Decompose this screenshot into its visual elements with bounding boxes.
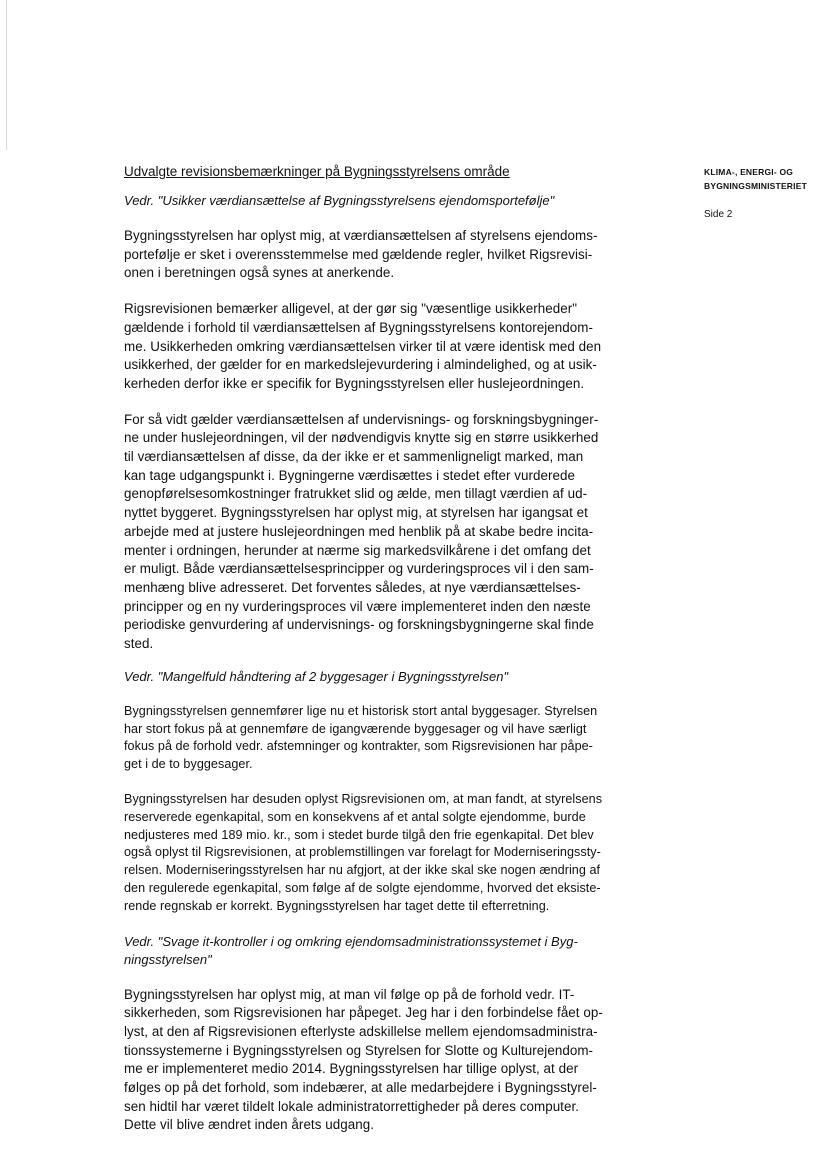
letter-body — [124, 164, 652, 1135]
text-line: sted. — [124, 636, 154, 652]
paragraph — [124, 411, 652, 654]
text-line: kerheden derfor ikke er specifik for Bygningsstyrelsen eller huslejeordningen. — [124, 375, 585, 391]
text-line: lyst, at den af Rigsrevisionen efterlyste adskillelse mellem ejendomsadministra- — [124, 1023, 598, 1039]
text-line: er muligt. Både værdiansættelsesprincipper og vurderingsproces vil i den sam- — [124, 561, 594, 577]
paragraph — [124, 300, 652, 394]
text-line: kan tage udgangspunkt i. Bygningerne værdisættes i stedet efter vurderede — [124, 467, 576, 483]
text-line: har stort fokus på at gennemføre de igangværende byggesager og vil have særligt — [124, 721, 587, 736]
page-number: Side 2 — [704, 209, 733, 220]
text-line: rende regnskab er korrekt. Bygningsstyrelsen har taget dette til efterretning. — [124, 898, 550, 913]
text-line: menter i ordningen, herunder at nærme sig markedsvilkårene i det omfang det — [124, 542, 591, 558]
text-line: me. Usikkerheden omkring værdiansættelsen virker til at være identisk med den — [124, 338, 602, 354]
text-line: For så vidt gælder værdiansættelsen af undervisnings- og forskningsbygninger- — [124, 411, 599, 427]
text-line: Bygningsstyrelsen gennemfører lige nu et historisk stort antal byggesager. Styrelsen — [124, 703, 598, 718]
text-line: usikkerhed, der gælder for en markedslejevurdering i almindelighed, og at usik- — [124, 357, 597, 373]
text-line: Rigsrevisionen bemærker alligevel, at der gør sig "væsentlige usikkerheder" — [124, 301, 578, 317]
text-line: portefølje er sket i overensstemmelse med gældende regler, hvilket Rigsrevisi- — [124, 246, 593, 262]
text-line: Bygningsstyrelsen har oplyst mig, at man vil følge op på de forhold vedr. IT- — [124, 986, 575, 1002]
text-line: arbejde med at justere huslejeordningen med henblik på at skabe bedre incita- — [124, 523, 594, 539]
text-line: menhæng blive adresseret. Det forventes således, at nye værdiansættelses- — [124, 579, 581, 595]
section-heading-continued: ningsstyrelsen" — [124, 951, 212, 967]
text-line: get i de to byggesager. — [124, 757, 253, 772]
text-line: gældende i forhold til værdiansættelsen af Bygningsstyrelsens kontorejendom- — [124, 319, 593, 335]
section-heading: Vedr. "Mangelfuld håndtering af 2 byggesager i Bygningsstyrelsen" — [124, 668, 509, 684]
paragraph — [124, 227, 652, 283]
text-line: sikkerheden, som Rigsrevisionen har påpeget. Jeg har i den forbindelse fået op- — [124, 1005, 603, 1021]
text-line: tionssystemerne i Bygningsstyrelsen og Styrelsen for Slotte og Kulturejendom- — [124, 1042, 594, 1058]
ministry-name — [704, 165, 807, 193]
text-line: ne under huslejeordningen, vil der nødvendigvis knytte sig en større usikkerhed — [124, 430, 599, 446]
paragraph — [124, 703, 652, 774]
text-line: den regulerede egenkapital, som følge af de solgte ejendomme, hvorved det eksiste- — [124, 880, 601, 895]
text-line: periodiske genvurdering af undervisnings- og forskningsbygningerne skal finde — [124, 617, 594, 633]
text-line: genopførelsesomkostninger fratrukket slid og ælde, men tillagt værdien af ud- — [124, 486, 588, 502]
text-line: reserverede egenkapital, som en konsekvens af et antal solgte ejendomme, burde — [124, 809, 586, 824]
text-line: nyttet byggeret. Bygningsstyrelsen har oplyst mig, at styrelsen har igangsat et — [124, 505, 588, 521]
text-line: relsen. Moderniseringsstyrelsen har nu afgjort, at der ikke skal ske nogen ændring af — [124, 863, 601, 878]
text-line: følges op på det forhold, som indebærer, at alle medarbejdere i Bygningsstyrel- — [124, 1080, 597, 1096]
ministry-line-2: BYGNINGSMINISTERIET — [704, 181, 807, 191]
text-line: Dette vil blive ændret inden årets udgang. — [124, 1117, 374, 1133]
paragraph — [124, 986, 652, 1136]
text-line: Bygningsstyrelsen har desuden oplyst Rigsrevisionen om, at man fandt, at styrelsens — [124, 791, 603, 806]
text-line: til værdiansættelsen af disse, da der ikke er et sammenligneligt marked, man — [124, 449, 584, 465]
text-line: principper og en ny vurderingsproces vil være implementeret inden den næste — [124, 598, 591, 614]
text-line: onen i beretningen også synes at anerkende. — [124, 265, 395, 281]
section-heading: Vedr. "Svage it-kontroller i og omkring ejendomsadministrationssystemet i Byg- — [124, 933, 578, 949]
section-heading: Vedr. "Usikker værdiansættelse af Bygningsstyrelsens ejendomsportefølje" — [124, 193, 555, 208]
page-title: Udvalgte revisionsbemærkninger på Bygningsstyrelsens område — [124, 164, 510, 179]
text-line: nedjusteres med 189 mio. kr., som i stedet burde tilgå den frie egenkapital. Det blev — [124, 827, 594, 842]
text-line: me er implementeret medio 2014. Bygningsstyrelsen har tillige oplyst, at der — [124, 1061, 579, 1077]
text-line: Bygningsstyrelsen har oplyst mig, at værdiansættelsen af styrelsens ejendoms- — [124, 228, 598, 243]
ministry-line-1: KLIMA-, ENERGI- OG — [704, 167, 794, 177]
text-line: fokus på de forhold vedr. afstemninger og kontrakter, som Rigsrevisionen har påpe- — [124, 739, 593, 754]
paragraph — [124, 791, 652, 916]
margin-line — [6, 0, 7, 150]
text-line: sen hidtil har været tildelt lokale administratorrettigheder på deres computer. — [124, 1098, 579, 1114]
text-line: også oplyst til Rigsrevisionen, at problemstillingen var forelagt for Moderniseringssty- — [124, 845, 601, 860]
